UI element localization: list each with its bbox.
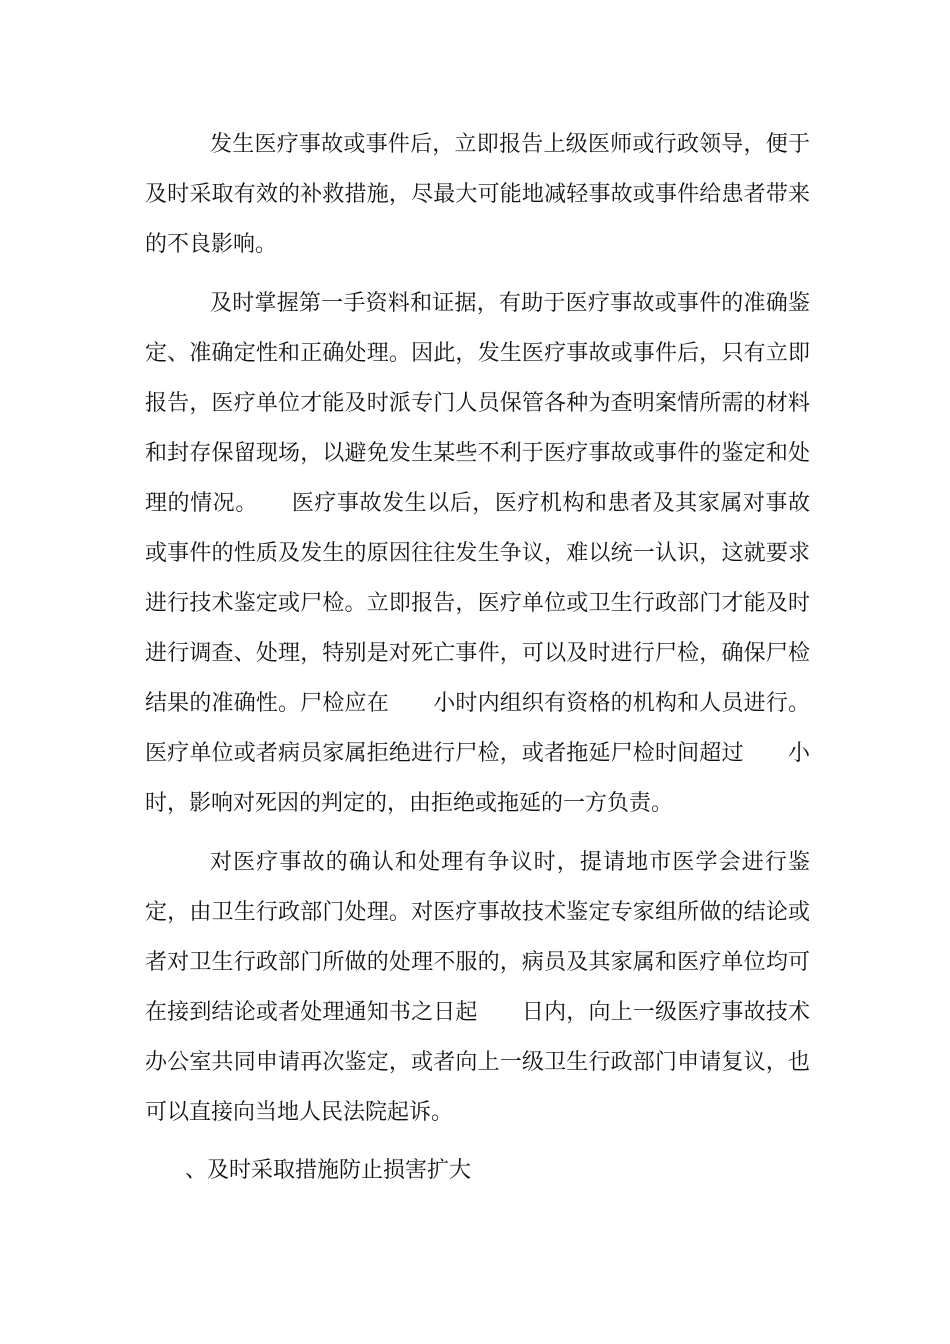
paragraph-1-line-3: 的不良影响。: [145, 232, 278, 257]
paragraph-2-line-11: 时，影响对死因的判定的，由拒绝或拖延的一方负责。: [145, 791, 674, 816]
paragraph-2-line-4: 和封存保留现场，以避免发生某些不利于医疗事故或事件的鉴定和处: [145, 441, 810, 466]
paragraph-3-line-5: 办公室共同申请再次鉴定，或者向上一级卫生行政部门申请复议，也: [145, 1050, 810, 1075]
paragraph-3-line-2: 定，由卫生行政部门处理。对医疗事故技术鉴定专家组所做的结论或: [145, 900, 810, 925]
paragraph-2-line-5: 理的情况。 医疗事故发生以后，医疗机构和患者及其家属对事故: [145, 491, 810, 516]
paragraph-2-line-8: 进行调查、处理，特别是对死亡事件，可以及时进行尸检，确保尸检: [145, 641, 810, 666]
paragraph-3-line-1: 对医疗事故的确认和处理有争议时，提请地市医学会进行鉴: [210, 850, 810, 875]
paragraph-2-line-10: 医疗单位或者病员家属拒绝进行尸检，或者拖延尸检时间超过 小: [145, 741, 810, 766]
paragraph-1-line-1: 发生医疗事故或事件后，立即报告上级医师或行政领导，便于: [210, 132, 810, 157]
paragraph-2-line-2: 定、准确定性和正确处理。因此，发生医疗事故或事件后，只有立即: [145, 341, 810, 366]
paragraph-2-line-1: 及时掌握第一手资料和证据，有助于医疗事故或事件的准确鉴: [210, 291, 810, 316]
paragraph-3-line-6: 可以直接向当地人民法院起诉。: [145, 1100, 454, 1125]
paragraph-2-line-3: 报告，医疗单位才能及时派专门人员保管各种为查明案情所需的材料: [145, 391, 810, 416]
paragraph-2-line-9: 结果的准确性。尸检应在 小时内组织有资格的机构和人员进行。: [145, 691, 810, 716]
section-heading: 、及时采取措施防止损害扩大: [185, 1158, 472, 1183]
paragraph-2-line-6: 或事件的性质及发生的原因往往发生争议，难以统一认识，这就要求: [145, 541, 810, 566]
paragraph-1-line-2: 及时采取有效的补救措施，尽最大可能地减轻事故或事件给患者带来: [145, 182, 810, 207]
paragraph-3-line-3: 者对卫生行政部门所做的处理不服的，病员及其家属和医疗单位均可: [145, 950, 810, 975]
paragraph-2-line-7: 进行技术鉴定或尸检。立即报告，医疗单位或卫生行政部门才能及时: [145, 591, 810, 616]
paragraph-3-line-4: 在接到结论或者处理通知书之日起 日内，向上一级医疗事故技术: [145, 1000, 810, 1025]
